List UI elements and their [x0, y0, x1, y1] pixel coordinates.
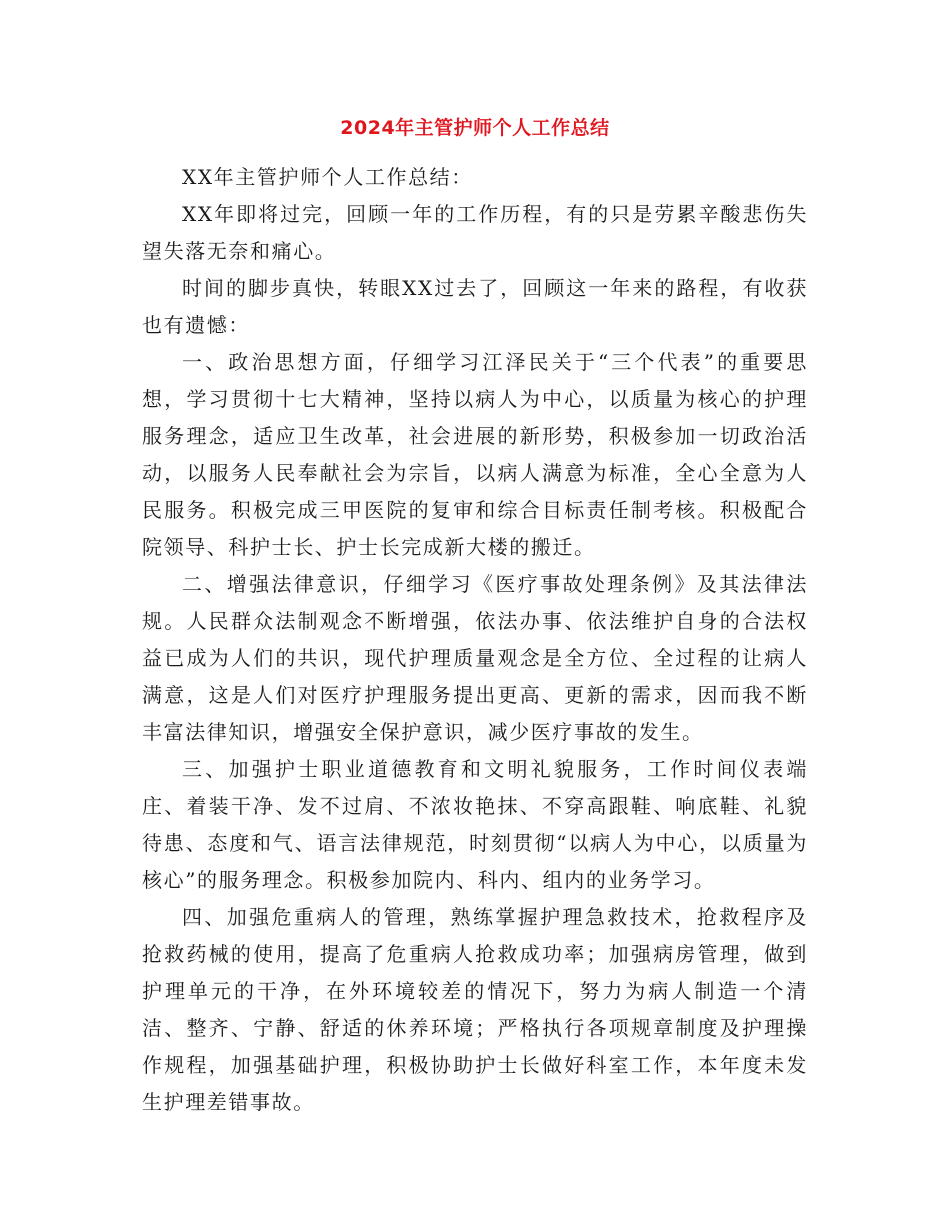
document-body [142, 159, 808, 1121]
paragraph-section-4: 四、加强危重病人的管理，熟练掌握护理急救技术，抢救程序及抢救药械的使用，提高了危重病人抢救成功率；加强病房管理，做到护理单元的干净，在外环境较差的情况下，努力为病人制造一个清洁、整齐、宁静、舒适的休养环境；严格执行各项规章制度及护理操作规程，加强基础护理，积极协助护士长做好科室工作，本年度未发生护理差错事故。 [142, 905, 808, 1114]
paragraph-intro: XX年即将过完，回顾一年的工作历程，有的只是劳累辛酸悲伤失望失落无奈和痛心。 [142, 202, 808, 263]
paragraph-heading: XX年主管护师个人工作总结： [182, 165, 473, 189]
paragraph-review: 时间的脚步真快，转眼XX过去了，回顾这一年来的路程，有收获也有遗憾： [142, 276, 808, 337]
paragraph-section-1: 一、政治思想方面，仔细学习江泽民关于“三个代表”的重要思想，学习贯彻十七大精神，坚持以病人为中心，以质量为核心的护理服务理念，适应卫生改革，社会进展的新形势，积极参加一切政治活动，以服务人民奉献社会为宗旨，以病人满意为标准，全心全意为人民服务。积极完成三甲医院的复审和综合目标责任制考核。积极配合院领导、科护士长、护士长完成新大楼的搬迁。 [142, 350, 808, 559]
paragraph-section-3: 三、加强护士职业道德教育和文明礼貌服务，工作时间仪表端庄、着装干净、发不过肩、不浓妆艳抹、不穿高跟鞋、响底鞋、礼貌待患、态度和气、语言法律规范，时刻贯彻“以病人为中心，以质量为核心”的服务理念。积极参加院内、科内、组内的业务学习。 [142, 757, 808, 892]
paragraph-section-2: 二、增强法律意识，仔细学习《医疗事故处理条例》及其法律法规。人民群众法制观念不断增强，依法办事、依法维护自身的合法权益已成为人们的共识，现代护理质量观念是全方位、全过程的让病人满意，这是人们对医疗护理服务提出更高、更新的需求，因而我不断丰富法律知识，增强安全保护意识，减少医疗事故的发生。 [142, 572, 808, 744]
page-title: 2024年主管护师个人工作总结 [340, 117, 610, 139]
